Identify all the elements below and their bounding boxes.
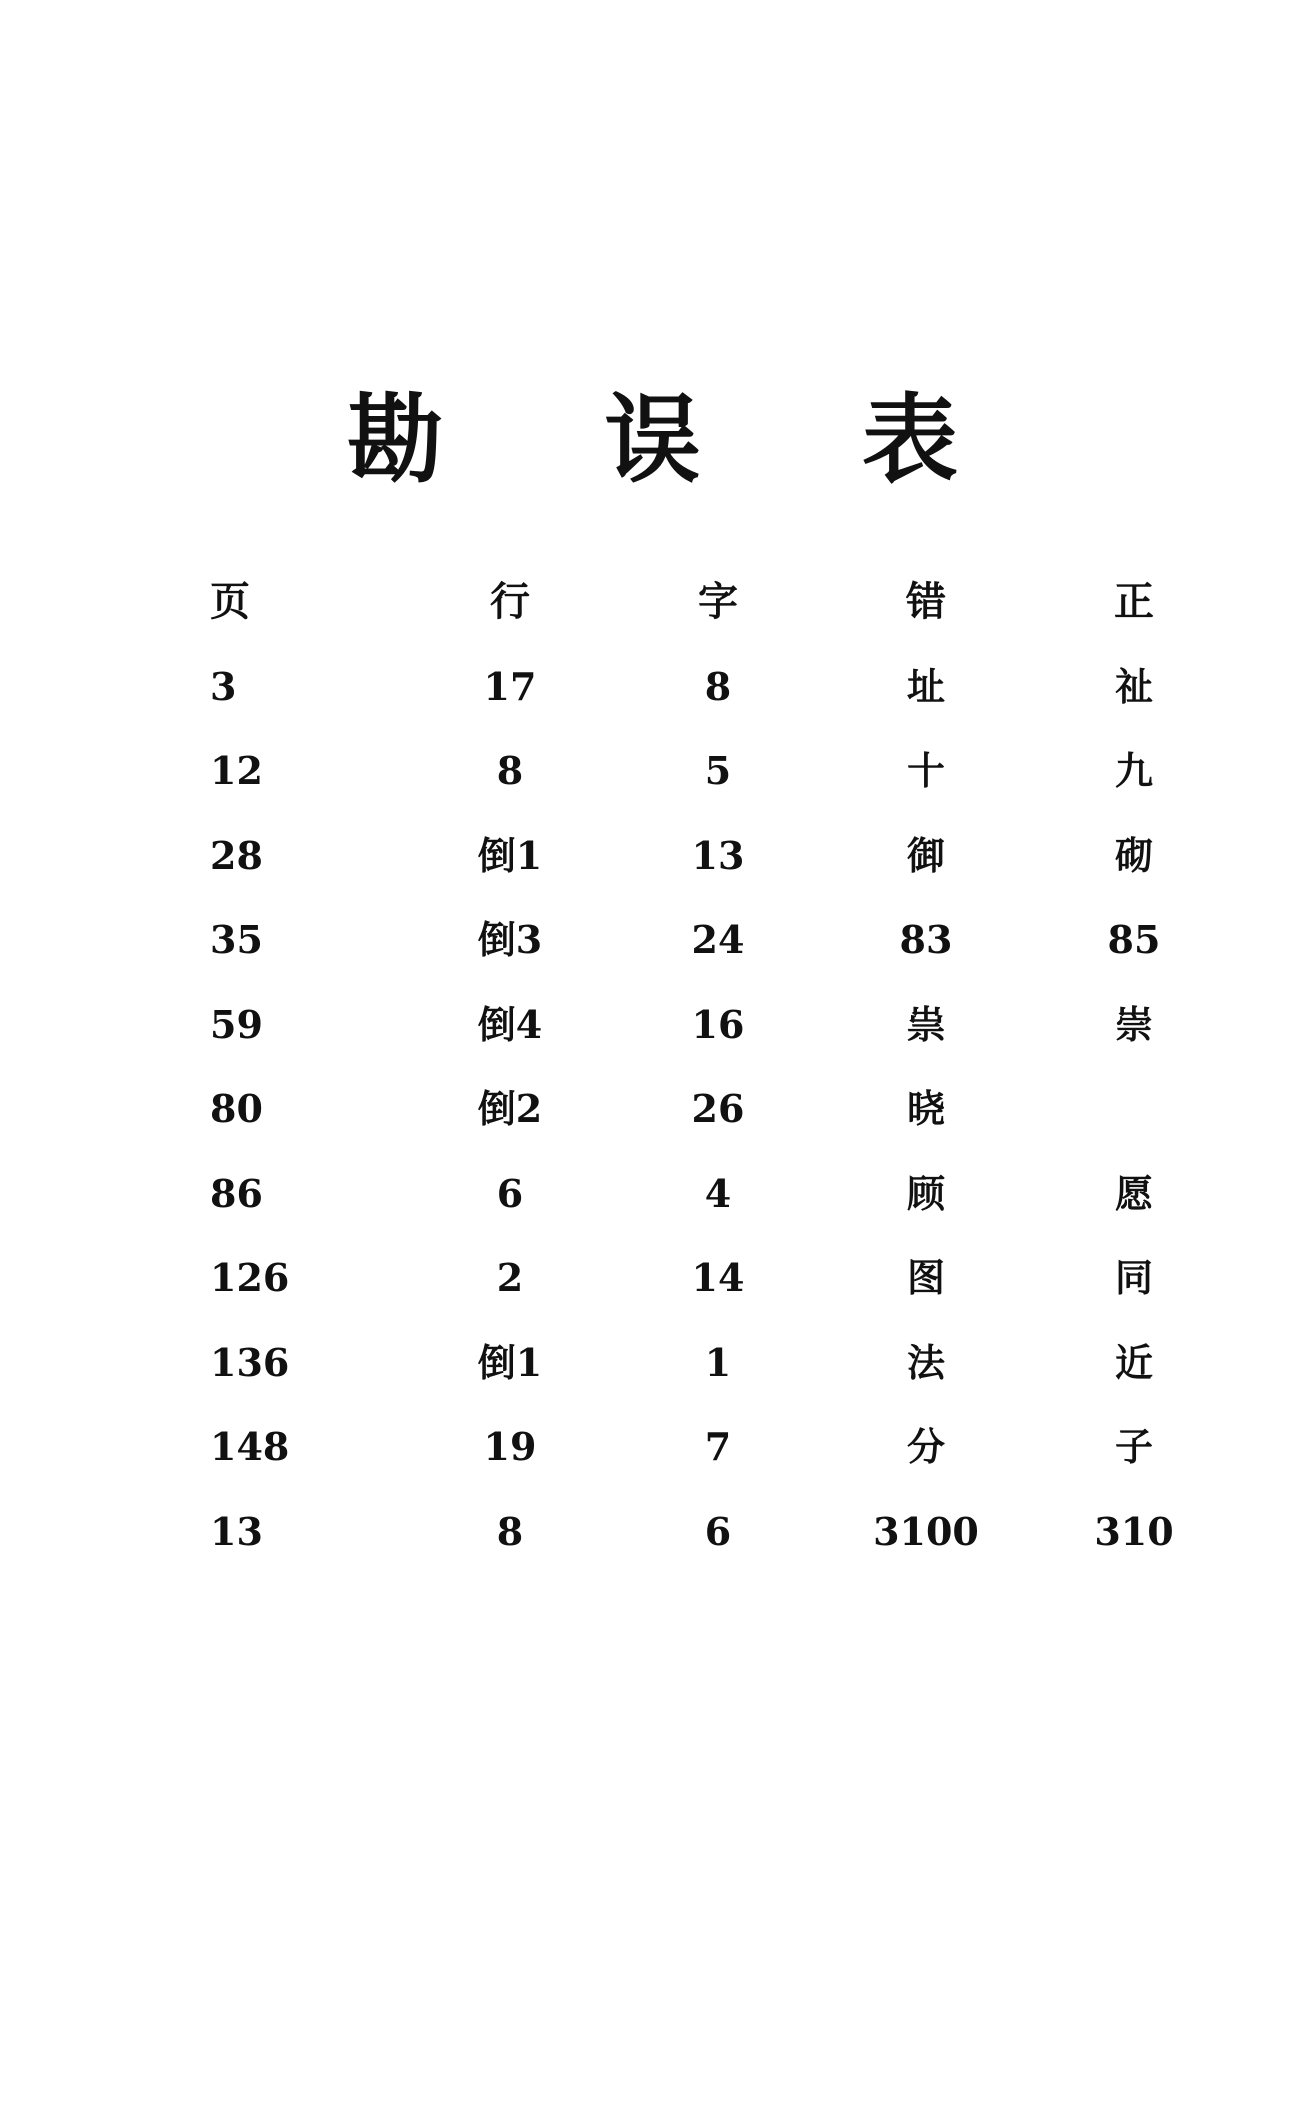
- table-row: [160, 995, 1160, 1080]
- cell-correct: 崇: [1114, 1001, 1153, 1047]
- table-row: [160, 1079, 1160, 1164]
- cell-page: 86: [210, 1170, 263, 1216]
- header-correct: 正: [1114, 579, 1154, 625]
- cell-error: 83: [899, 917, 953, 962]
- cell-correct: 九: [1114, 748, 1153, 793]
- cell-char: 14: [691, 1255, 745, 1300]
- cell-error: 晓: [906, 1086, 945, 1131]
- cell-error: 3100: [873, 1508, 979, 1554]
- cell-char: 13: [691, 832, 745, 878]
- cell-error: 顾: [906, 1170, 945, 1216]
- cell-line: 倒2: [477, 1086, 543, 1131]
- cell-line: 17: [483, 663, 537, 709]
- table-header-row: [160, 572, 1160, 657]
- table-row: [160, 910, 1160, 995]
- cell-page: 35: [210, 917, 263, 962]
- cell-correct: 85: [1107, 917, 1161, 962]
- cell-error: 法: [906, 1339, 945, 1385]
- table-row: [160, 826, 1160, 911]
- cell-error: 御: [906, 832, 945, 878]
- cell-char: 4: [704, 1170, 732, 1216]
- cell-line: 2: [496, 1255, 524, 1300]
- cell-line: 倒1: [477, 832, 543, 878]
- cell-char: 7: [704, 1424, 732, 1469]
- cell-char: 26: [691, 1086, 745, 1131]
- cell-page: 136: [210, 1339, 290, 1385]
- table-row: [160, 1164, 1160, 1249]
- cell-correct: 近: [1114, 1339, 1153, 1385]
- cell-correct: 祉: [1114, 663, 1153, 709]
- cell-error: 十: [906, 748, 945, 793]
- cell-page: 80: [210, 1086, 263, 1131]
- cell-page: 148: [210, 1424, 290, 1469]
- table-row: [160, 1248, 1160, 1333]
- cell-correct: 310: [1094, 1508, 1174, 1554]
- table-row: [160, 1417, 1160, 1502]
- header-line: 行: [490, 579, 530, 625]
- cell-char: 8: [704, 663, 732, 709]
- cell-page: 13: [210, 1508, 263, 1554]
- cell-correct: 同: [1114, 1255, 1153, 1300]
- table-row: [160, 741, 1160, 826]
- cell-line: 8: [496, 748, 524, 793]
- table-row: [160, 657, 1160, 742]
- cell-char: 24: [691, 917, 745, 962]
- cell-line: 倒4: [477, 1001, 543, 1047]
- cell-error: 址: [906, 663, 945, 709]
- cell-page: 126: [210, 1255, 290, 1300]
- cell-error: 祟: [906, 1001, 945, 1047]
- page-title: 勘 误 表: [347, 384, 1022, 496]
- cell-page: 12: [210, 748, 263, 793]
- errata-table: [160, 572, 1174, 1586]
- cell-line: 6: [496, 1170, 524, 1216]
- header-error: 错: [906, 579, 946, 625]
- cell-line: 19: [483, 1424, 537, 1469]
- header-page: 页: [210, 579, 250, 625]
- table-row: [160, 1502, 1174, 1587]
- cell-page: 28: [210, 832, 263, 878]
- cell-correct: 子: [1114, 1424, 1153, 1469]
- cell-page: 3: [210, 663, 237, 709]
- cell-error: 分: [906, 1424, 945, 1469]
- cell-char: 16: [691, 1001, 745, 1047]
- cell-page: 59: [210, 1001, 263, 1047]
- cell-line: 倒1: [477, 1339, 543, 1385]
- cell-char: 5: [704, 748, 732, 793]
- cell-char: 6: [704, 1508, 732, 1554]
- cell-line: 倒3: [477, 917, 543, 962]
- cell-correct: 砌: [1114, 832, 1153, 878]
- cell-line: 8: [496, 1508, 524, 1554]
- header-char: 字: [698, 579, 738, 625]
- cell-correct: 愿: [1114, 1170, 1153, 1216]
- cell-error: 图: [906, 1255, 945, 1300]
- table-row: [160, 1333, 1160, 1418]
- cell-char: 1: [704, 1339, 732, 1385]
